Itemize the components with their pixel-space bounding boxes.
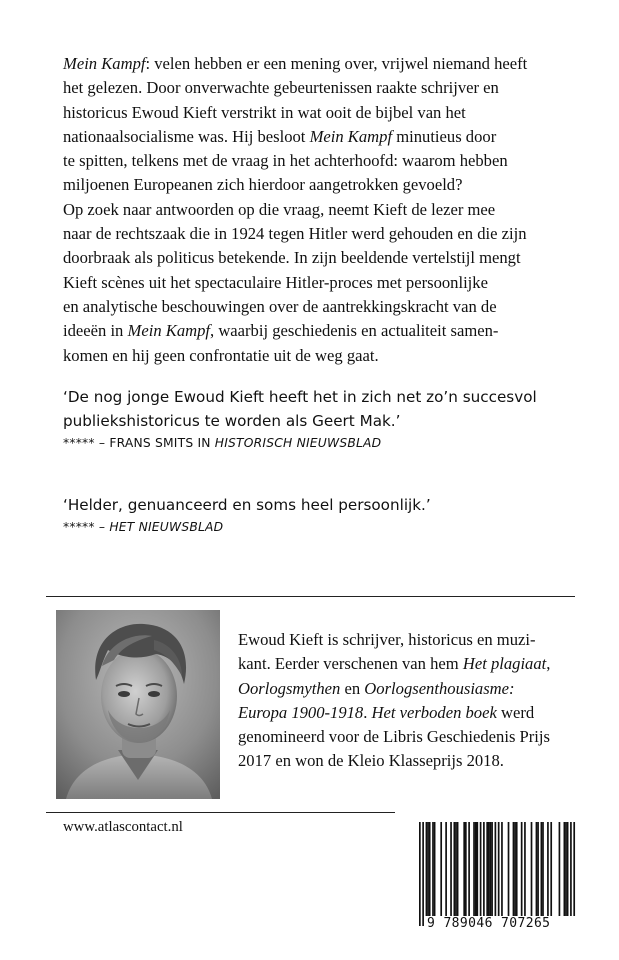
blurb-text: Kieft scènes uit het spectaculaire Hitler-proces met persoonlijke: [63, 272, 488, 292]
blurb-text: naar de rechtszaak die in 1924 tegen Hitler werd gehouden en die zijn: [63, 224, 527, 244]
barcode-bar: [480, 822, 482, 916]
barcode-bar: [422, 822, 424, 926]
barcode-bar: [573, 822, 575, 926]
barcode-bar: [536, 822, 538, 916]
barcode-bar: [488, 822, 490, 916]
blurb-text: miljoenen Europeanen zich hierdoor aangetrokken gevoeld?: [63, 175, 463, 195]
review-quote-2-attribution: [63, 518, 431, 536]
blurb-line: [63, 222, 583, 246]
barcode-bar: [468, 822, 470, 916]
blurb-text: en analytische beschouwingen over de aantrekkingskracht van de: [63, 296, 497, 316]
blurb-italic-text: Mein Kampf: [63, 54, 146, 73]
barcode-bar: [531, 822, 533, 916]
barcode-bar: [465, 822, 467, 916]
barcode-bar: [445, 822, 447, 916]
review-quote-2-line-1: ‘Helder, genuanceerd en soms heel persoonlijk.’: [63, 496, 431, 514]
bio-text: Ewoud Kieft is schrijver, historicus en muzi-: [238, 630, 536, 649]
bio-text: 2017 en won de Kleio Klasseprijs 2018.: [238, 751, 504, 771]
bio-italic-text: Europa 1900-1918: [238, 702, 364, 722]
blurb-text: historicus Ewoud Kieft verstrikt in wat ooit de bijbel van het: [63, 102, 466, 122]
barcode-bar: [564, 822, 566, 916]
attribution-author: FRANS SMITS IN: [109, 436, 215, 450]
barcode-bar: [537, 822, 539, 916]
blurb-line: [63, 246, 583, 270]
bio-line: [238, 701, 588, 725]
attribution-publication: HISTORISCH NIEUWSBLAD: [214, 436, 382, 450]
barcode-bar: [498, 822, 500, 926]
barcode-bar: [486, 822, 488, 916]
bio-text: werd: [496, 702, 535, 722]
barcode-bar: [427, 822, 429, 916]
barcode-bar: [565, 822, 567, 916]
barcode-bar: [521, 822, 523, 916]
publisher-website: www.atlascontact.nl: [63, 819, 183, 835]
attribution-publication: HET NIEUWSBLAD: [109, 520, 224, 534]
blurb-text: : velen hebben er een mening over, vrijwel niemand heeft: [145, 54, 528, 73]
blurb-line: [63, 271, 583, 295]
blurb-italic-text: Mein Kampf: [309, 126, 393, 146]
barcode-bar: [440, 822, 442, 916]
rating-stars: *****: [63, 520, 95, 534]
bio-line: [238, 749, 588, 773]
blurb-line: [63, 319, 583, 343]
isbn-number: 9 789046 707265: [424, 916, 577, 932]
barcode-bar: [476, 822, 478, 916]
blurb-line: [63, 125, 583, 149]
blurb-line: [63, 149, 583, 173]
author-photo: [56, 610, 220, 799]
barcode-bar: [559, 822, 561, 916]
blurb-text: Op zoek naar antwoorden op die vraag, neemt Kieft de lezer mee: [63, 199, 496, 219]
review-quote-1-attribution: [63, 434, 537, 452]
blurb-text: nationaalsocialisme was. Hij besloot: [63, 126, 310, 146]
blurb-text: minutieus door: [392, 126, 497, 146]
barcode-bar: [457, 822, 459, 916]
barcode-bar: [547, 822, 549, 916]
divider-bottom: [46, 812, 395, 813]
barcode-bar: [483, 822, 485, 916]
barcode-bar: [434, 822, 436, 916]
review-quote-1: [63, 385, 537, 452]
blurb-line: [63, 295, 583, 319]
barcode-bar: [501, 822, 503, 916]
blurb-text: het gelezen. Door onverwachte gebeurtenissen raakte schrijver en: [63, 78, 499, 98]
bio-italic-text: Oorlogsenthousiasme:: [364, 678, 515, 698]
blurb-text: te spitten, telkens met de vraag in het achterhoofd: waarom hebben: [63, 151, 508, 171]
review-quote-2: [63, 493, 431, 536]
barcode-bar: [426, 822, 428, 916]
bio-italic-text: Het plagiaat: [462, 654, 547, 674]
rating-stars: *****: [63, 436, 95, 450]
bio-line: [238, 725, 588, 749]
blurb-line: [63, 198, 583, 222]
barcode-bar: [432, 822, 434, 916]
blurb-italic-text: Mein Kampf: [127, 321, 211, 341]
bio-line: [238, 628, 588, 652]
barcode-bar: [550, 822, 552, 916]
divider-top: [46, 596, 575, 597]
blurb-line: [63, 173, 583, 197]
barcode-bar: [490, 822, 492, 916]
blurb-text: komen en hij geen confrontatie uit de weg gaat.: [63, 345, 379, 365]
blurb-line: [63, 52, 583, 76]
barcode-bar: [513, 822, 515, 916]
back-cover-blurb: [63, 52, 583, 368]
barcode-bar: [508, 822, 510, 916]
barcode-bar: [541, 822, 543, 916]
barcode-bar: [542, 822, 544, 916]
barcode-bar: [453, 822, 455, 916]
barcode-bar: [514, 822, 516, 916]
bio-line: [238, 652, 588, 676]
review-quote-1-line-2: publiekshistoricus te worden als Geert Mak.’: [63, 412, 401, 430]
author-portrait-image: [56, 610, 220, 799]
review-quote-1-line-1: ‘De nog jonge Ewoud Kieft heeft het in zich net zo’n succesvol: [63, 388, 537, 406]
barcode-bar: [450, 822, 452, 916]
bio-text: ,: [546, 654, 551, 674]
barcode-bar: [463, 822, 465, 916]
bio-text: genomineerd voor de Libris Geschiedenis Prijs: [238, 727, 550, 747]
blurb-text: ideeën in: [63, 321, 128, 341]
barcode-bar: [570, 822, 572, 926]
bio-italic-text: Het verboden boek: [371, 702, 497, 722]
blurb-line: [63, 101, 583, 125]
bio-text: kant. Eerder verschenen van hem: [238, 654, 463, 674]
blurb-text: doorbraak als politicus betekende. In zijn beeldende vertelstijl mengt: [63, 248, 521, 268]
barcode-bar: [473, 822, 475, 916]
author-bio: [238, 628, 588, 774]
blurb-line: [63, 344, 583, 368]
barcode-bar: [419, 822, 421, 926]
barcode-bar: [455, 822, 457, 916]
barcode-bar: [524, 822, 526, 916]
bio-line: [238, 677, 588, 701]
barcode-bar: [429, 822, 431, 916]
barcode-bar: [475, 822, 477, 916]
barcode-bar: [567, 822, 569, 916]
barcode-bar: [495, 822, 497, 926]
bio-text: en: [340, 678, 365, 698]
attribution-dash: –: [94, 520, 110, 534]
blurb-text: , waarbij geschiedenis en actualiteit samen-: [210, 321, 499, 341]
barcode-bar: [516, 822, 518, 916]
barcode-bar: [491, 822, 493, 916]
bio-text: .: [363, 702, 372, 722]
blurb-line: [63, 76, 583, 100]
bio-italic-text: Oorlogsmythen: [238, 678, 341, 698]
attribution-dash: –: [94, 436, 110, 450]
